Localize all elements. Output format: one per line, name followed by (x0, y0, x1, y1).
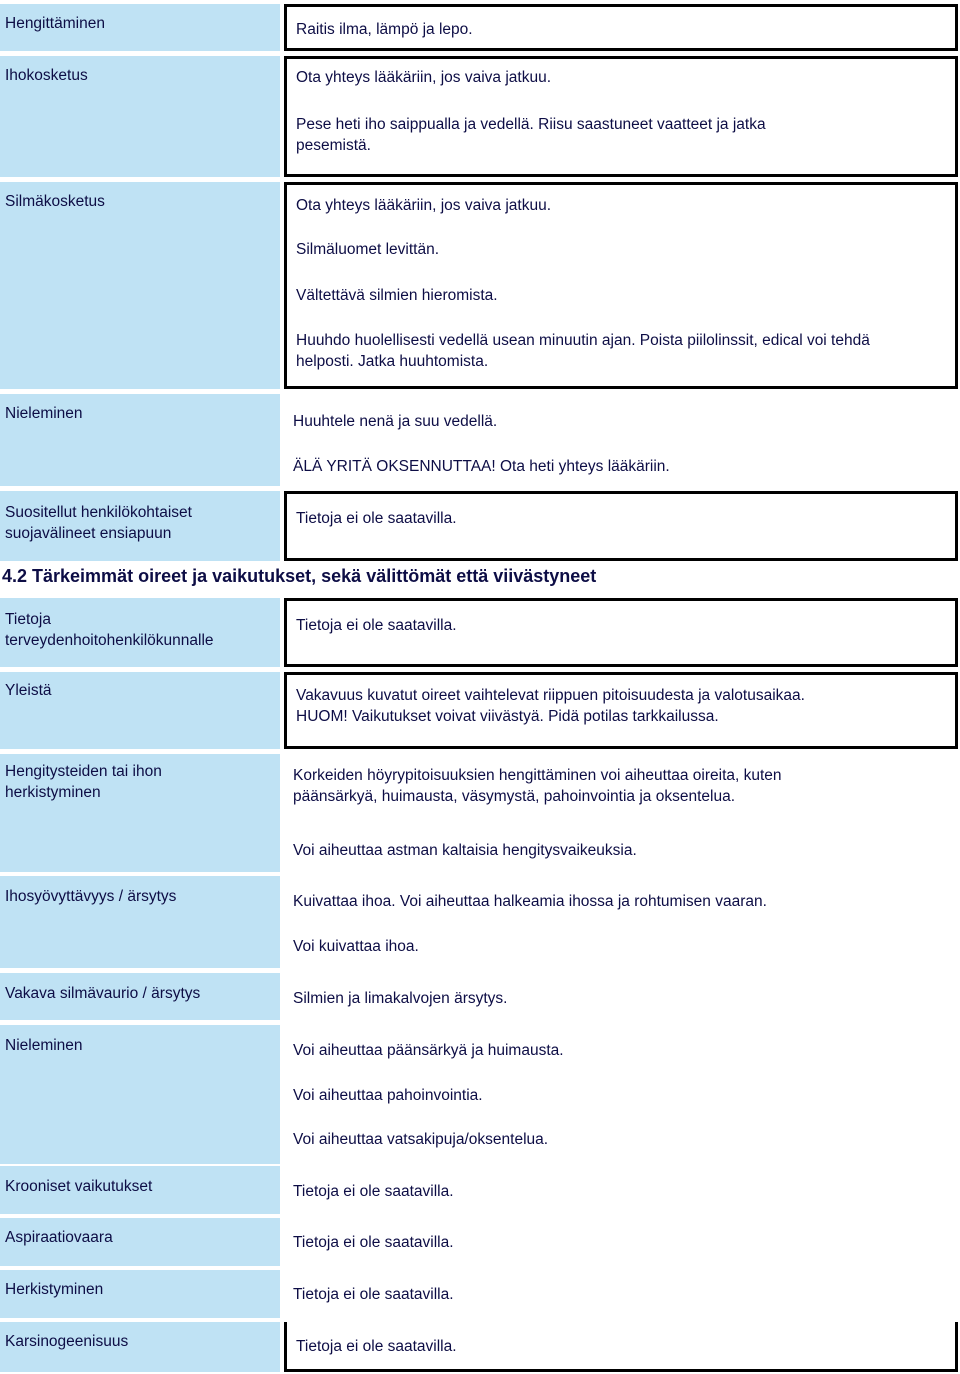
label-line: terveydenhoitohenkilökunnalle (5, 632, 214, 649)
row-label: Ihokosketus (5, 67, 88, 84)
label-line: suojavälineet ensiapuun (5, 525, 172, 542)
value-line: Silmien ja limakalvojen ärsytys. (293, 990, 508, 1007)
row-label: Nieleminen (5, 1037, 83, 1054)
symptoms-row-skin-irritation (0, 876, 960, 968)
row-value-cell (284, 1166, 958, 1214)
symptoms-row-eye-damage (0, 973, 960, 1020)
value-line: Tietoja ei ole saatavilla. (293, 1286, 454, 1303)
row-value-cell (284, 598, 958, 667)
row-label: Vakava silmävaurio / ärsytys (5, 985, 201, 1002)
row-label-cell (0, 1218, 280, 1266)
row-label-cell (0, 491, 280, 561)
value-line: Tietoja ei ole saatavilla. (293, 1183, 454, 1200)
row-label: Nieleminen (5, 405, 83, 422)
row-label-cell (0, 182, 280, 389)
first-aid-row-ppe (0, 491, 960, 561)
value-line: Vakavuus kuvatut oireet vaihtelevat riippuen pitoisuudesta ja valotusaikaa. (296, 687, 805, 704)
value-line: pesemistä. (296, 137, 371, 154)
value-line: Tietoja ei ole saatavilla. (293, 1234, 454, 1251)
value-line: Vältettävä silmien hieromista. (296, 287, 498, 304)
value-line: Huuhtele nenä ja suu vedellä. (293, 413, 498, 430)
label-line: Tietoja (5, 611, 51, 628)
value-line: Silmäluomet levittän. (296, 241, 440, 258)
row-label: Hengittäminen (5, 15, 105, 32)
row-label-cell (0, 1322, 280, 1372)
row-value-cell (284, 394, 958, 486)
row-value-cell (284, 1025, 958, 1164)
row-label-cell (0, 1270, 280, 1318)
row-label-cell (0, 1166, 280, 1214)
row-value-cell (284, 1322, 958, 1372)
value-line: HUOM! Vaikutukset voivat viivästyä. Pidä potilas tarkkailussa. (296, 708, 719, 725)
symptoms-row-carcinogenicity (0, 1322, 960, 1372)
label-line: Hengitysteiden tai ihon (5, 763, 162, 780)
value-line: helposti. Jatka huuhtomista. (296, 353, 489, 370)
row-label (5, 502, 192, 544)
symptoms-row-health-personnel (0, 598, 960, 667)
first-aid-row-skin (0, 56, 960, 177)
row-label: Karsinogeenisuus (5, 1333, 129, 1350)
row-value-cell (284, 672, 958, 749)
value-line: Tietoja ei ole saatavilla. (296, 1338, 457, 1355)
symptoms-row-general (0, 672, 960, 749)
row-value-cell (284, 4, 958, 51)
value-line: Kuivattaa ihoa. Voi aiheuttaa halkeamia ihossa ja rohtumisen vaaran. (293, 893, 767, 910)
row-value-cell (284, 973, 958, 1020)
value-line: Voi aiheuttaa astman kaltaisia hengitysvaikeuksia. (293, 842, 637, 859)
row-label: Yleistä (5, 682, 52, 699)
row-label-cell (0, 56, 280, 177)
row-label (5, 609, 214, 651)
row-value-cell (284, 182, 958, 389)
row-value-cell (284, 1270, 958, 1318)
value-line: Pese heti iho saippualla ja vedellä. Riisu saastuneet vaatteet ja jatka (296, 116, 766, 133)
symptoms-row-ingestion (0, 1025, 960, 1164)
value-line: Voi aiheuttaa päänsärkyä ja huimausta. (293, 1042, 564, 1059)
row-label-cell (0, 598, 280, 667)
row-label-cell (0, 4, 280, 51)
row-label (5, 761, 162, 803)
value-line: Korkeiden höyrypitoisuuksien hengittäminen voi aiheuttaa oireita, kuten (293, 767, 782, 784)
row-label-cell (0, 754, 280, 872)
value-line: Ota yhteys lääkäriin, jos vaiva jatkuu. (296, 197, 552, 214)
value-line: Raitis ilma, lämpö ja lepo. (296, 21, 473, 38)
symptoms-row-aspiration (0, 1218, 960, 1266)
row-label: Silmäkosketus (5, 193, 105, 210)
symptoms-row-sensitisation-2 (0, 1270, 960, 1318)
value-line: Voi aiheuttaa pahoinvointia. (293, 1087, 483, 1104)
symptoms-row-chronic (0, 1166, 960, 1214)
row-label: Aspiraatiovaara (5, 1229, 113, 1246)
value-line: päänsärkyä, huimausta, väsymystä, pahoinvointia ja oksentelua. (293, 788, 735, 805)
row-value-cell (284, 491, 958, 561)
value-line: Voi aiheuttaa vatsakipuja/oksentelua. (293, 1131, 549, 1148)
row-value-cell (284, 876, 958, 968)
row-value-cell (284, 754, 958, 872)
section-heading: 4.2 Tärkeimmät oireet ja vaikutukset, sekä välittömät että viivästyneet (2, 566, 597, 586)
value-line: Tietoja ei ole saatavilla. (296, 617, 457, 634)
row-label-cell (0, 876, 280, 968)
row-label: Ihosyövyttävyys / ärsytys (5, 888, 177, 905)
value-line: Huuhdo huolellisesti vedellä usean minuutin ajan. Poista piilolinssit, edical voi tehdä (296, 332, 870, 349)
row-label-cell (0, 973, 280, 1020)
symptoms-row-sensitisation (0, 754, 960, 872)
label-line: Suositellut henkilökohtaiset (5, 504, 192, 521)
row-label: Herkistyminen (5, 1281, 104, 1298)
row-label-cell (0, 394, 280, 486)
row-value-cell (284, 56, 958, 177)
row-label: Krooniset vaikutukset (5, 1178, 153, 1195)
row-label-cell (0, 1025, 280, 1164)
first-aid-row-ingestion (0, 394, 960, 486)
value-line: Ota yhteys lääkäriin, jos vaiva jatkuu. (296, 69, 552, 86)
value-line: ÄLÄ YRITÄ OKSENNUTTAA! Ota heti yhteys lääkäriin. (293, 458, 670, 475)
first-aid-row-eye (0, 182, 960, 389)
label-line: herkistyminen (5, 784, 101, 801)
value-line: Voi kuivattaa ihoa. (293, 938, 419, 955)
value-line: Tietoja ei ole saatavilla. (296, 510, 457, 527)
row-label-cell (0, 672, 280, 749)
first-aid-row-inhalation (0, 4, 960, 51)
row-value-cell (284, 1218, 958, 1266)
